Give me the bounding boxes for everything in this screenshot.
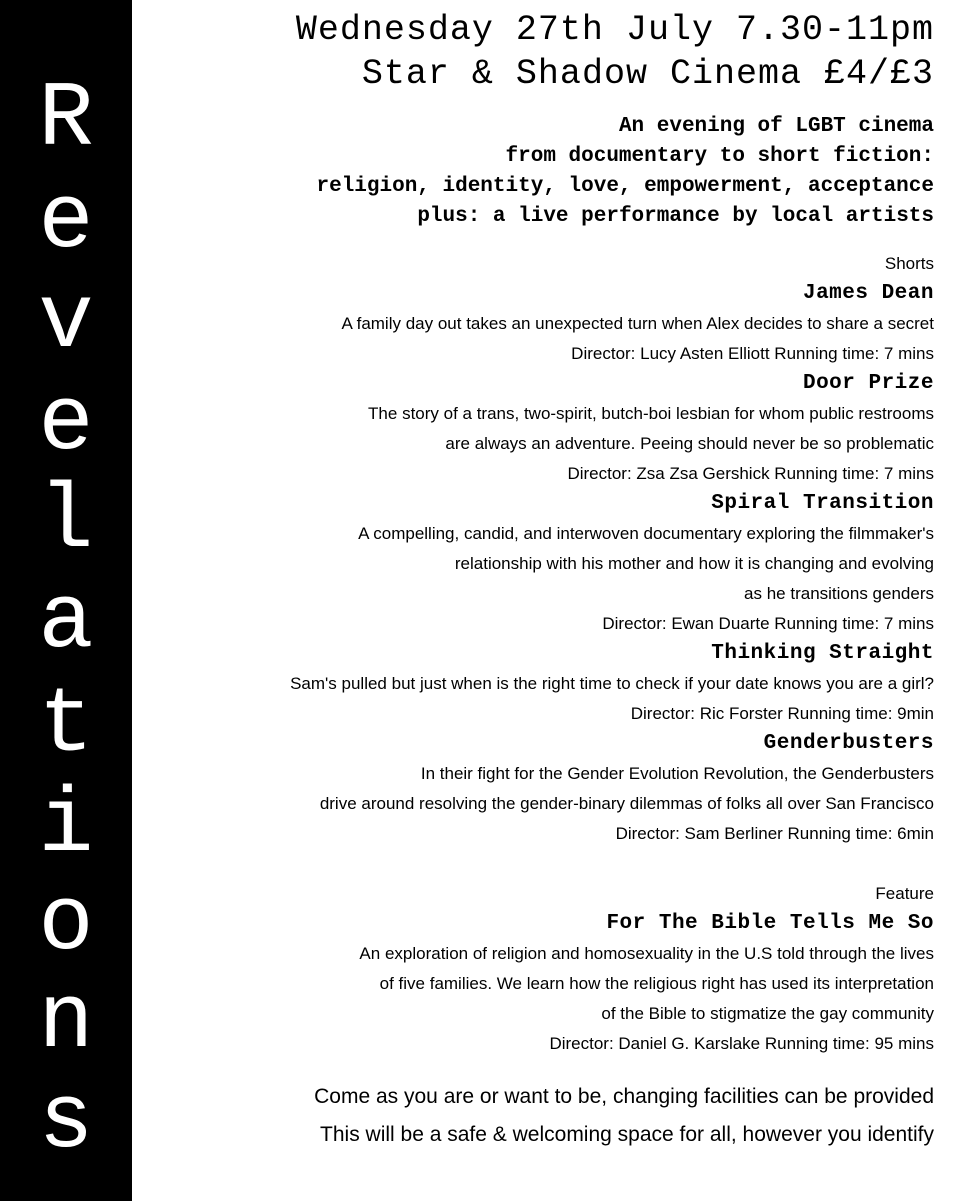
title-letter: t [38, 673, 94, 778]
title-letter: s [38, 1069, 94, 1174]
film-title: Thinking Straight [711, 642, 934, 665]
title-letter: a [38, 569, 94, 674]
sidebar-title [0, 0, 132, 1201]
film-credit: Director: Sam Berliner Running time: 6min [615, 824, 934, 843]
film-description: A compelling, candid, and interwoven documentary exploring the filmmaker's [358, 524, 934, 543]
film-credit: Director: Ewan Duarte Running time: 7 mins [602, 614, 934, 633]
title-letter: i [38, 773, 94, 878]
film-credit: Director: Lucy Asten Elliott Running time: 7 mins [571, 344, 934, 363]
tagline-line: plus: a live performance by local artists [417, 205, 934, 228]
film-credit: Director: Zsa Zsa Gershick Running time: 7 mins [567, 464, 934, 483]
title-letter: R [38, 67, 94, 172]
title-letter: e [38, 169, 94, 274]
feature-description: An exploration of religion and homosexuality in the U.S told through the lives [359, 944, 934, 963]
shorts-heading: Shorts [884, 254, 934, 273]
poster-content [140, 0, 934, 1201]
feature-description: of the Bible to stigmatize the gay community [601, 1004, 934, 1023]
tagline-line: An evening of LGBT cinema [618, 115, 934, 138]
title-letter: v [38, 269, 94, 374]
tagline-line: religion, identity, love, empowerment, acceptance [316, 175, 934, 198]
film-description: are always an adventure. Peeing should never be so problematic [445, 434, 934, 453]
event-venue-price: Star & Shadow Cinema £4/£3 [361, 54, 934, 94]
film-title: Genderbusters [763, 732, 934, 755]
film-description: In their fight for the Gender Evolution Revolution, the Genderbusters [420, 764, 934, 783]
title-letter: o [38, 871, 94, 976]
film-title: Spiral Transition [711, 492, 934, 515]
title-letter: l [38, 469, 94, 574]
feature-title: For The Bible Tells Me So [606, 912, 934, 935]
film-title: James Dean [802, 282, 934, 305]
footer-note: Come as you are or want to be, changing facilities can be provided [314, 1085, 934, 1108]
feature-description: of five families. We learn how the religious right has used its interpretation [379, 974, 934, 993]
title-letter: e [38, 371, 94, 476]
film-description: relationship with his mother and how it is changing and evolving [454, 554, 934, 573]
tagline-line: from documentary to short fiction: [505, 145, 934, 168]
film-title: Door Prize [802, 372, 934, 395]
film-description: drive around resolving the gender-binary dilemmas of folks all over San Francisco [319, 794, 934, 813]
film-description: A family day out takes an unexpected turn when Alex decides to share a secret [341, 314, 934, 333]
film-description: as he transitions genders [744, 584, 934, 603]
footer-note: This will be a safe & welcoming space for all, however you identify [320, 1123, 934, 1146]
film-description: The story of a trans, two-spirit, butch-boi lesbian for whom public restrooms [368, 404, 934, 423]
title-letter: n [38, 969, 94, 1074]
film-credit: Director: Ric Forster Running time: 9min [630, 704, 934, 723]
event-date-time: Wednesday 27th July 7.30-11pm [295, 10, 934, 50]
feature-credit: Director: Daniel G. Karslake Running time: 95 mins [549, 1034, 934, 1053]
film-description: Sam's pulled but just when is the right time to check if your date knows you are a girl? [290, 674, 934, 693]
feature-heading: Feature [875, 884, 934, 903]
